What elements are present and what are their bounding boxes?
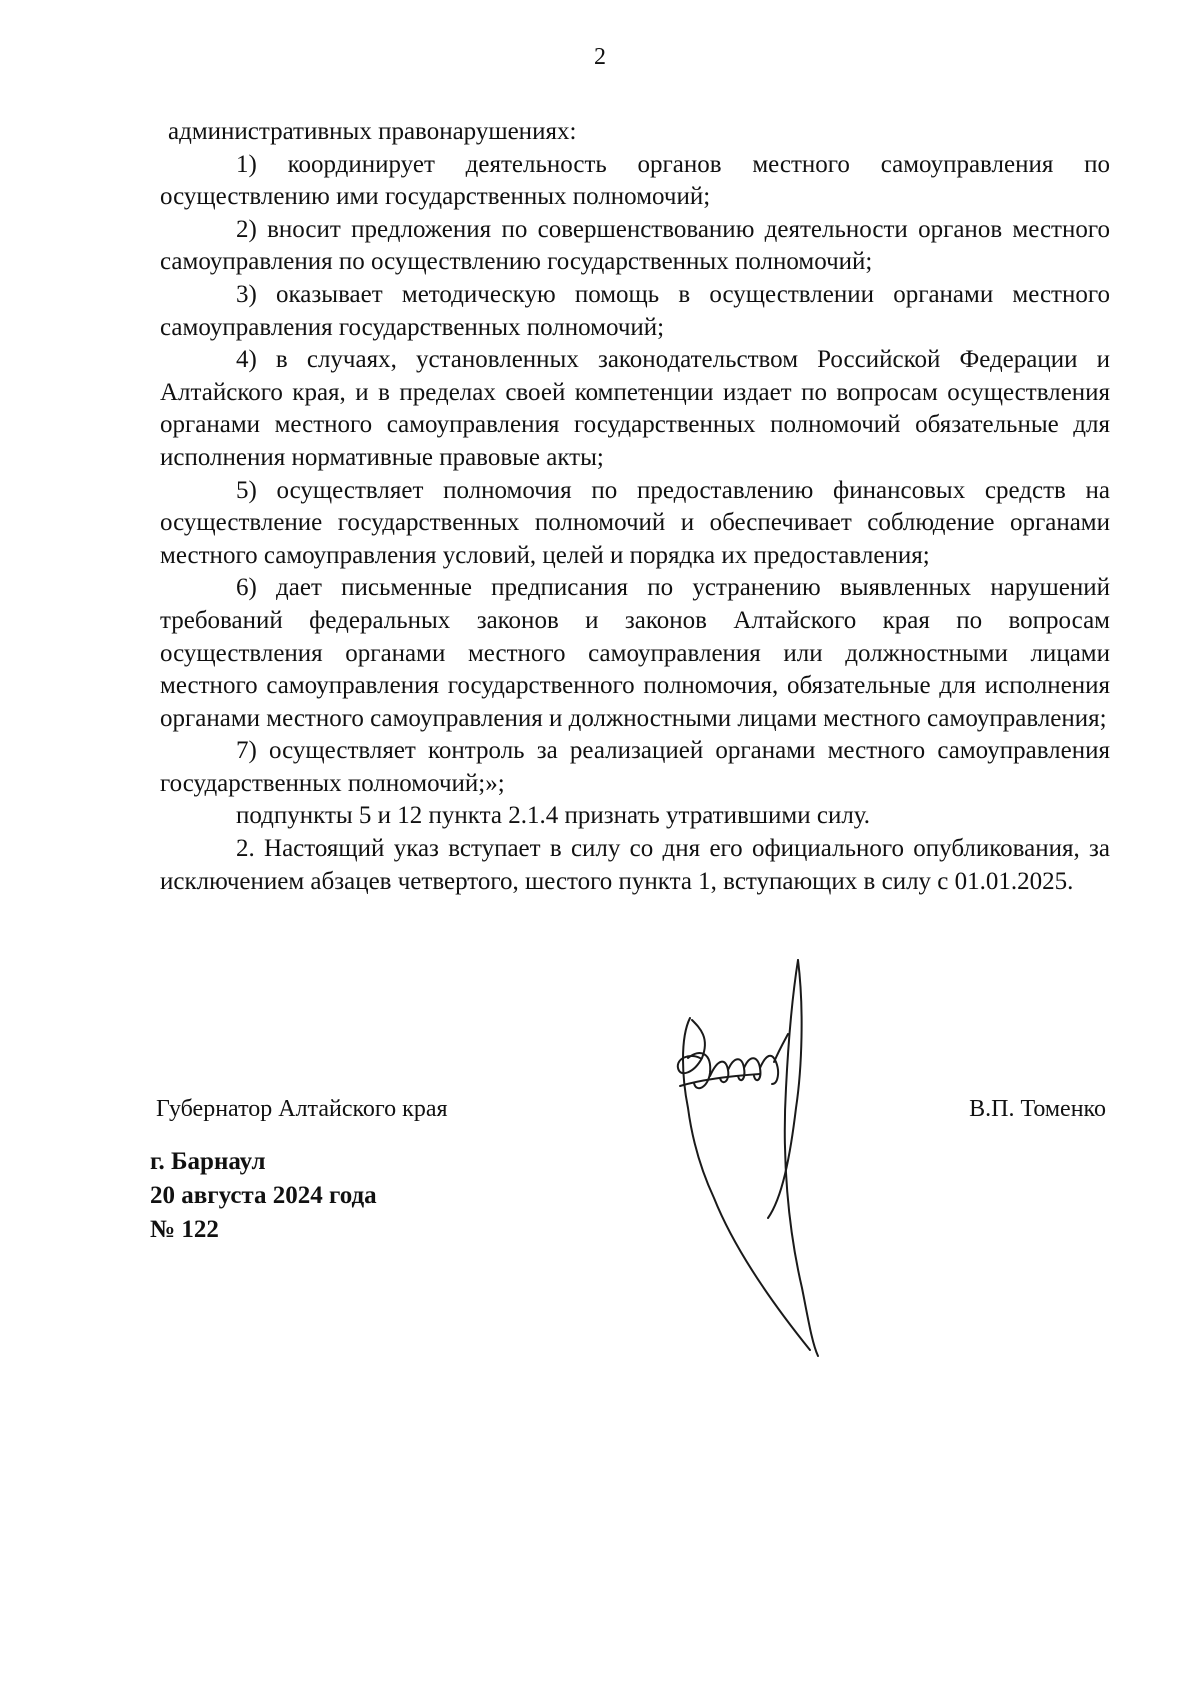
signature-block	[156, 1096, 1106, 1136]
list-item-4: 4) в случаях, установленных законодательством Российской Федерации и Алтайского края, и в пределах своей компетенции издает по вопросам осуществления органами местного самоуправления государственных полномочий обязательные для исполнения нормативные правовые акты;	[160, 346, 1110, 471]
list-item-3: 3) оказывает методическую помощь в осуществлении органами местного самоуправления государственных полномочий;	[160, 280, 1110, 341]
list-item-2: 2) вносит предложения по совершенствованию деятельности органов местного самоуправления по осуществлению государственных полномочий;	[160, 215, 1110, 276]
place: г. Барнаул	[150, 1148, 266, 1175]
handwritten-signature	[670, 958, 870, 1358]
list-item-5: 5) осуществляет полномочия по предоставлению финансовых средств на осуществление государственных полномочий и обеспечивает соблюдение органами местного самоуправления условий, целей и порядка их предоставления;	[160, 476, 1110, 569]
document-body	[160, 116, 1110, 898]
paragraph-repeal: подпункты 5 и 12 пункта 2.1.4 признать утратившими силу.	[236, 802, 871, 830]
list-item-7: 7) осуществляет контроль за реализацией органами местного самоуправления государственных полномочий;»;	[160, 737, 1110, 797]
signatory-title: Губернатор Алтайского края	[156, 1096, 448, 1122]
page-number: 2	[594, 44, 606, 70]
list-item-6: 6) дает письменные предписания по устранению выявленных нарушений требований федеральных законов и законов Алтайского края по вопросам осуществления органами местного самоуправления или должностными лицами местного самоуправления государственного полномочия, обязательные для исполнения органами местного самоуправления и должностными лицами местного самоуправления;	[160, 574, 1110, 732]
place-date-block	[150, 1145, 377, 1247]
signatory-name: В.П. Томенко	[969, 1096, 1106, 1122]
paragraph-effective-date: 2. Настоящий указ вступает в силу со дня его официального опубликования, за исключением абзацев четвертого, шестого пункта 1, вступающих в силу с 01.01.2025.	[160, 835, 1110, 895]
list-item-1: 1) координирует деятельность органов местного самоуправления по осуществлению ими государственных полномочий;	[160, 150, 1110, 211]
document-number: № 122	[150, 1216, 219, 1243]
date: 20 августа 2024 года	[150, 1182, 377, 1209]
paragraph-continuation: административных правонарушениях:	[168, 118, 577, 145]
